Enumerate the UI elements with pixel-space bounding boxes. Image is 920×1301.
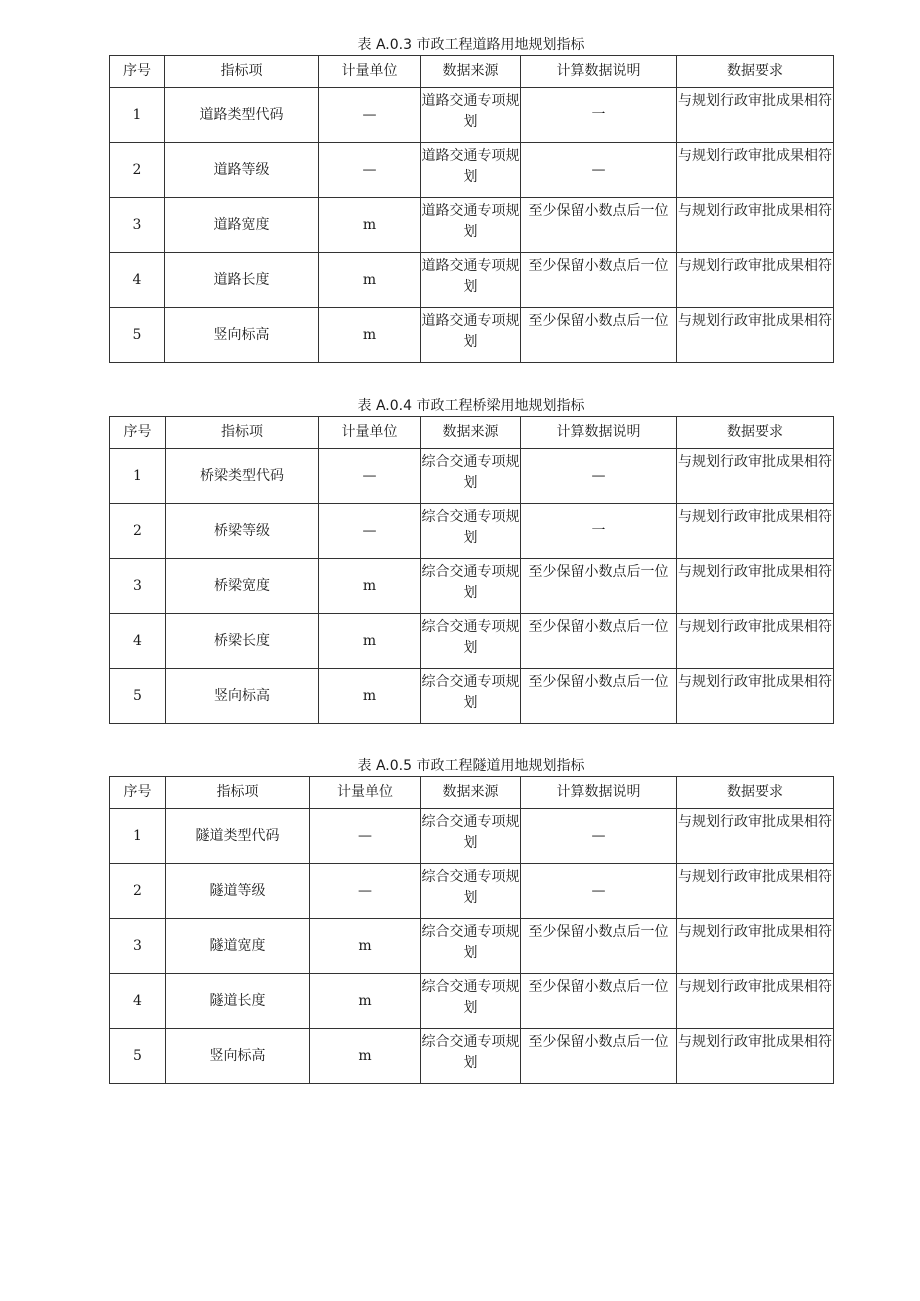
cell-note: 至少保留小数点后一位 [521,198,677,253]
cell-source: 道路交通专项规划 [421,253,521,308]
cell-note: 一 [521,88,677,143]
header-cell: 序号 [110,777,166,809]
cell-note: 至少保留小数点后一位 [521,669,677,724]
table-row [110,253,834,308]
cell-requirement: 与规划行政审批成果相符 [677,974,834,1029]
cell-item: 竖向标高 [166,669,319,724]
table-title: 表 A.0.5 市政工程隧道用地规划指标 [357,758,585,774]
table-row [110,198,834,253]
table-row [110,449,834,504]
cell-note: 一 [521,504,677,559]
cell-no: 5 [110,669,166,724]
road-table-block [109,35,833,363]
table-row [110,669,834,724]
header-cell: 计算数据说明 [521,417,677,449]
cell-item: 道路长度 [165,253,319,308]
cell-source: 道路交通专项规划 [421,308,521,363]
cell-unit: m [319,198,421,253]
cell-source: 道路交通专项规划 [421,88,521,143]
cell-no: 1 [110,449,166,504]
cell-unit: m [310,919,421,974]
bridge-table-block [109,396,833,724]
cell-unit: m [319,253,421,308]
table-row [110,809,834,864]
cell-item: 隧道宽度 [166,919,310,974]
cell-item: 桥梁宽度 [166,559,319,614]
cell-item: 道路类型代码 [165,88,319,143]
cell-requirement: 与规划行政审批成果相符 [677,198,834,253]
header-cell: 计算数据说明 [521,777,677,809]
cell-note: 至少保留小数点后一位 [521,253,677,308]
cell-source: 综合交通专项规划 [421,919,521,974]
cell-source: 综合交通专项规划 [421,974,521,1029]
cell-source: 综合交通专项规划 [421,449,521,504]
cell-note: 至少保留小数点后一位 [521,974,677,1029]
cell-requirement: 与规划行政审批成果相符 [677,253,834,308]
table-row [110,88,834,143]
header-cell: 指标项 [166,417,319,449]
header-cell: 计量单位 [319,417,421,449]
cell-item: 竖向标高 [165,308,319,363]
cell-item: 隧道等级 [166,864,310,919]
cell-requirement: 与规划行政审批成果相符 [677,809,834,864]
cell-requirement: 与规划行政审批成果相符 [677,1029,834,1084]
header-cell: 数据要求 [677,56,834,88]
cell-unit: — [310,864,421,919]
cell-note: 至少保留小数点后一位 [521,614,677,669]
cell-note: — [521,864,677,919]
header-cell: 指标项 [166,777,310,809]
bridge-index-table [109,416,834,724]
cell-item: 隧道长度 [166,974,310,1029]
header-cell: 数据来源 [421,777,521,809]
cell-item: 桥梁长度 [166,614,319,669]
cell-no: 3 [110,919,166,974]
table-row [110,614,834,669]
cell-no: 4 [110,253,165,308]
cell-no: 4 [110,614,166,669]
cell-no: 5 [110,1029,166,1084]
cell-item: 隧道类型代码 [166,809,310,864]
cell-unit: m [319,614,421,669]
cell-requirement: 与规划行政审批成果相符 [677,449,834,504]
cell-note: — [521,449,677,504]
cell-no: 2 [110,143,165,198]
table-row [110,864,834,919]
header-row [110,777,834,809]
cell-source: 道路交通专项规划 [421,198,521,253]
cell-source: 综合交通专项规划 [421,864,521,919]
cell-requirement: 与规划行政审批成果相符 [677,919,834,974]
cell-no: 2 [110,864,166,919]
cell-unit: — [319,449,421,504]
cell-source: 综合交通专项规划 [421,669,521,724]
cell-note: — [521,809,677,864]
cell-source: 综合交通专项规划 [421,559,521,614]
cell-unit: — [310,809,421,864]
header-cell: 序号 [110,56,165,88]
table-row [110,559,834,614]
cell-unit: — [319,504,421,559]
cell-requirement: 与规划行政审批成果相符 [677,88,834,143]
table-row [110,1029,834,1084]
cell-source: 综合交通专项规划 [421,504,521,559]
cell-note: — [521,143,677,198]
cell-requirement: 与规划行政审批成果相符 [677,669,834,724]
header-cell: 计量单位 [310,777,421,809]
tunnel-index-table [109,776,834,1084]
table-row [110,974,834,1029]
table-row [110,504,834,559]
tunnel-table-block [109,756,833,1084]
header-row [110,56,834,88]
header-cell: 计算数据说明 [521,56,677,88]
cell-unit: m [319,308,421,363]
cell-item: 桥梁类型代码 [166,449,319,504]
cell-note: 至少保留小数点后一位 [521,919,677,974]
header-cell: 数据来源 [421,56,521,88]
cell-unit: — [319,88,421,143]
table-row [110,919,834,974]
header-cell: 数据要求 [677,417,834,449]
cell-item: 道路等级 [165,143,319,198]
cell-item: 道路宽度 [165,198,319,253]
header-cell: 计量单位 [319,56,421,88]
header-cell: 指标项 [165,56,319,88]
table-row [110,308,834,363]
cell-source: 综合交通专项规划 [421,614,521,669]
cell-requirement: 与规划行政审批成果相符 [677,864,834,919]
cell-unit: m [319,559,421,614]
cell-requirement: 与规划行政审批成果相符 [677,308,834,363]
cell-requirement: 与规划行政审批成果相符 [677,614,834,669]
cell-source: 综合交通专项规划 [421,1029,521,1084]
header-row [110,417,834,449]
header-cell: 数据要求 [677,777,834,809]
table-title: 表 A.0.4 市政工程桥梁用地规划指标 [357,398,585,414]
cell-no: 2 [110,504,166,559]
cell-no: 3 [110,198,165,253]
cell-no: 4 [110,974,166,1029]
cell-unit: m [310,1029,421,1084]
table-title: 表 A.0.3 市政工程道路用地规划指标 [357,37,585,53]
cell-source: 道路交通专项规划 [421,143,521,198]
cell-unit: m [319,669,421,724]
cell-note: 至少保留小数点后一位 [521,559,677,614]
cell-requirement: 与规划行政审批成果相符 [677,504,834,559]
cell-requirement: 与规划行政审批成果相符 [677,143,834,198]
cell-item: 竖向标高 [166,1029,310,1084]
cell-unit: — [319,143,421,198]
cell-no: 5 [110,308,165,363]
cell-item: 桥梁等级 [166,504,319,559]
cell-unit: m [310,974,421,1029]
cell-no: 3 [110,559,166,614]
cell-note: 至少保留小数点后一位 [521,1029,677,1084]
cell-requirement: 与规划行政审批成果相符 [677,559,834,614]
table-row [110,143,834,198]
cell-no: 1 [110,809,166,864]
cell-source: 综合交通专项规划 [421,809,521,864]
cell-note: 至少保留小数点后一位 [521,308,677,363]
cell-no: 1 [110,88,165,143]
header-cell: 序号 [110,417,166,449]
road-index-table [109,55,834,363]
header-cell: 数据来源 [421,417,521,449]
